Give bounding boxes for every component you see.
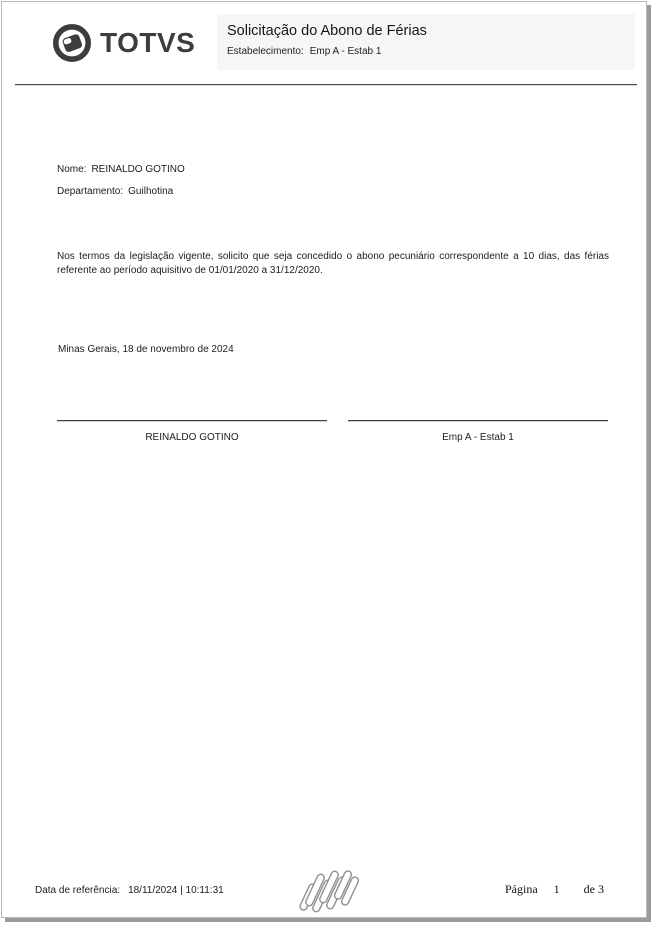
signature-label: REINALDO GOTINO	[145, 432, 239, 443]
brand-wordmark: TOTVS	[100, 27, 196, 58]
reference-date-label: Data de referência:	[35, 885, 121, 896]
establishment-value: Emp A - Estab 1	[309, 46, 382, 57]
department-row	[57, 186, 173, 197]
totvs-watermark-icon	[298, 860, 362, 918]
department-value: Guilhotina	[128, 186, 174, 197]
name-value: REINALDO GOTINO	[91, 164, 185, 175]
report-title-block	[217, 14, 635, 70]
page-number	[505, 882, 625, 897]
employee-signature-block	[57, 420, 327, 443]
page-number-label: Página	[505, 882, 538, 896]
document-page	[1, 1, 647, 918]
header-divider	[15, 84, 637, 86]
name-row	[57, 164, 185, 175]
city-date-line: Minas Gerais, 18 de novembro de 2024	[58, 344, 234, 355]
signature-line	[57, 420, 327, 422]
signature-label: Emp A - Estab 1	[442, 432, 514, 443]
company-signature-block	[348, 420, 608, 443]
brand-header	[52, 23, 195, 63]
reference-date-value: 18/11/2024 | 10:11:31	[128, 885, 224, 896]
page-number-total: de 3	[583, 882, 604, 896]
signature-line	[348, 420, 608, 422]
establishment-label: Estabelecimento:	[227, 46, 304, 57]
reference-date-line	[35, 885, 224, 896]
report-title: Solicitação do Abono de Férias	[227, 23, 427, 39]
request-paragraph: Nos termos da legislação vigente, solicito que seja concedido o abono pecuniário correspondente a 10 dias, das férias referente ao período aquisitivo de 01/01/2020 a 31/12/2020.	[57, 251, 609, 276]
establishment-line	[227, 46, 635, 57]
page-number-current: 1	[553, 882, 560, 896]
department-label: Departamento:	[57, 186, 124, 197]
name-label: Nome:	[57, 164, 87, 175]
totvs-logo-icon	[52, 23, 92, 63]
